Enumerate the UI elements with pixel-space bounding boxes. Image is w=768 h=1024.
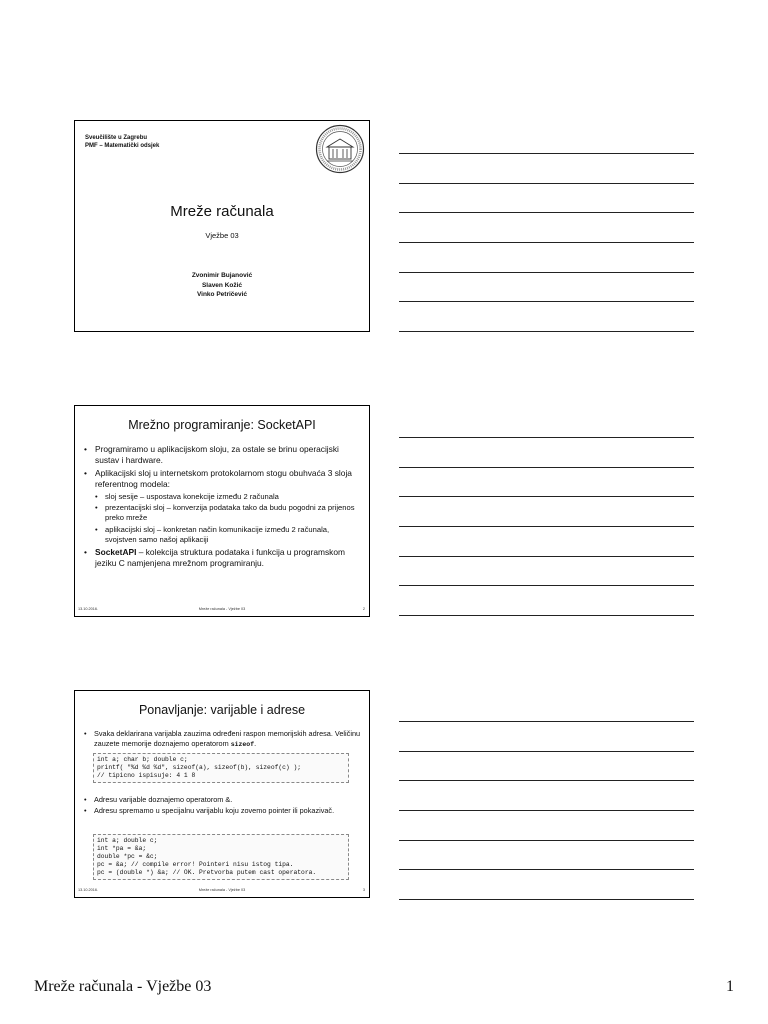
note-line bbox=[399, 869, 694, 870]
page-number: 1 bbox=[726, 978, 734, 995]
slide-1 bbox=[74, 120, 370, 332]
footer-title: Mreže računala - Vježbe 03 bbox=[198, 888, 246, 892]
institution bbox=[85, 134, 159, 150]
note-line bbox=[399, 496, 694, 497]
note-line bbox=[399, 467, 694, 468]
note-line bbox=[399, 242, 694, 243]
code-block-sizeof: int a; char b; double c; printf( "%d %d %d", sizeof(a), sizeof(b), sizeof(c) ); // tipicno ispisuje: 4 1 8 bbox=[93, 753, 349, 783]
bullet-list bbox=[82, 444, 361, 570]
footer-date: 13.10.2016. bbox=[78, 888, 99, 892]
footer-date: 13.10.2016. bbox=[78, 607, 99, 611]
note-line bbox=[399, 615, 694, 616]
note-line bbox=[399, 301, 694, 302]
university-seal-icon bbox=[315, 124, 365, 174]
page-footer: Mreže računala - Vježbe 03 bbox=[34, 978, 212, 995]
note-line bbox=[399, 899, 694, 900]
footer-title: Mreže računala - Vježbe 03 bbox=[198, 607, 246, 611]
note-line bbox=[399, 183, 694, 184]
note-line bbox=[399, 153, 694, 154]
sub-bullet: • prezentacijski sloj – konverzija podataka tako da budu pogodni za prijenos preko mreže bbox=[82, 503, 361, 524]
bullet: • Programiramo u aplikacijskom sloju, za ostale se brinu operacijski sustav i hardware. bbox=[82, 444, 361, 467]
note-line bbox=[399, 585, 694, 586]
presentation-title: Mreže računala bbox=[170, 203, 274, 220]
slide-footer bbox=[75, 888, 369, 894]
slide-2 bbox=[74, 405, 370, 617]
note-line bbox=[399, 526, 694, 527]
bullet-list bbox=[82, 795, 361, 817]
bullet-text: Svaka deklarirana varijabla zauzima određeni raspon memorijskih adresa. Veličinu zauzete memorije doznajemo operatorom bbox=[94, 729, 361, 748]
bullet: • Aplikacijski sloj u internetskom protokolarnom stogu obuhvaća 3 sloja referentnog modela: bbox=[82, 468, 361, 491]
footer-slide-number: 3 bbox=[362, 888, 365, 892]
note-line bbox=[399, 840, 694, 841]
note-line bbox=[399, 810, 694, 811]
author: Vinko Petričević bbox=[196, 291, 248, 298]
footer-slide-number: 2 bbox=[362, 607, 365, 611]
note-line bbox=[399, 437, 694, 438]
bullet-list bbox=[82, 729, 361, 751]
author: Slaven Kožić bbox=[201, 281, 243, 289]
bullet-bold-term: SocketAPI bbox=[95, 546, 137, 557]
note-line bbox=[399, 721, 694, 722]
note-line bbox=[399, 556, 694, 557]
inline-code: sizeof bbox=[230, 741, 255, 748]
author: Zvonimir Bujanović bbox=[191, 272, 253, 279]
slide-title: Mrežno programiranje: SocketAPI bbox=[128, 418, 316, 432]
bullet bbox=[82, 729, 361, 750]
slide-footer bbox=[75, 607, 369, 613]
note-line bbox=[399, 780, 694, 781]
note-line bbox=[399, 331, 694, 332]
presentation-subtitle: Vježbe 03 bbox=[205, 231, 239, 240]
sub-bullet: • aplikacijski sloj – konkretan način komunikacije između 2 računala, svojstven samo našoj aplikaciji bbox=[82, 525, 361, 546]
note-line bbox=[399, 272, 694, 273]
bullet: • Adresu spremamo u specijalnu varijablu koju zovemo pointer ili pokazivač. bbox=[82, 806, 361, 816]
bullet-text: – kolekcija struktura podataka i funkcija u programskom jeziku C namjenjena mrežnom programiranju. bbox=[95, 546, 345, 569]
slide-3 bbox=[74, 690, 370, 898]
code-block-pointers: int a; double c; int *pa = &a; double *pc = &c; pc = &a; // compile error! Pointeri nisu istog tipa. pc = (double *) &a; // OK. Pretvorba putem cast operatora. bbox=[93, 834, 349, 880]
bullet: • Adresu varijable doznajemo operatorom &. bbox=[82, 795, 361, 805]
note-line bbox=[399, 212, 694, 213]
slide-title: Ponavljanje: varijable i adrese bbox=[138, 703, 306, 717]
note-line bbox=[399, 751, 694, 752]
institution-line-2: PMF – Matematički odsjek bbox=[85, 143, 160, 149]
institution-line-1: Sveučilište u Zagrebu bbox=[85, 135, 148, 141]
bullet-end: . bbox=[254, 739, 257, 748]
sub-bullet: • sloj sesije – uspostava konekcije između 2 računala bbox=[82, 492, 361, 502]
authors bbox=[75, 271, 369, 300]
bullet bbox=[82, 547, 361, 570]
